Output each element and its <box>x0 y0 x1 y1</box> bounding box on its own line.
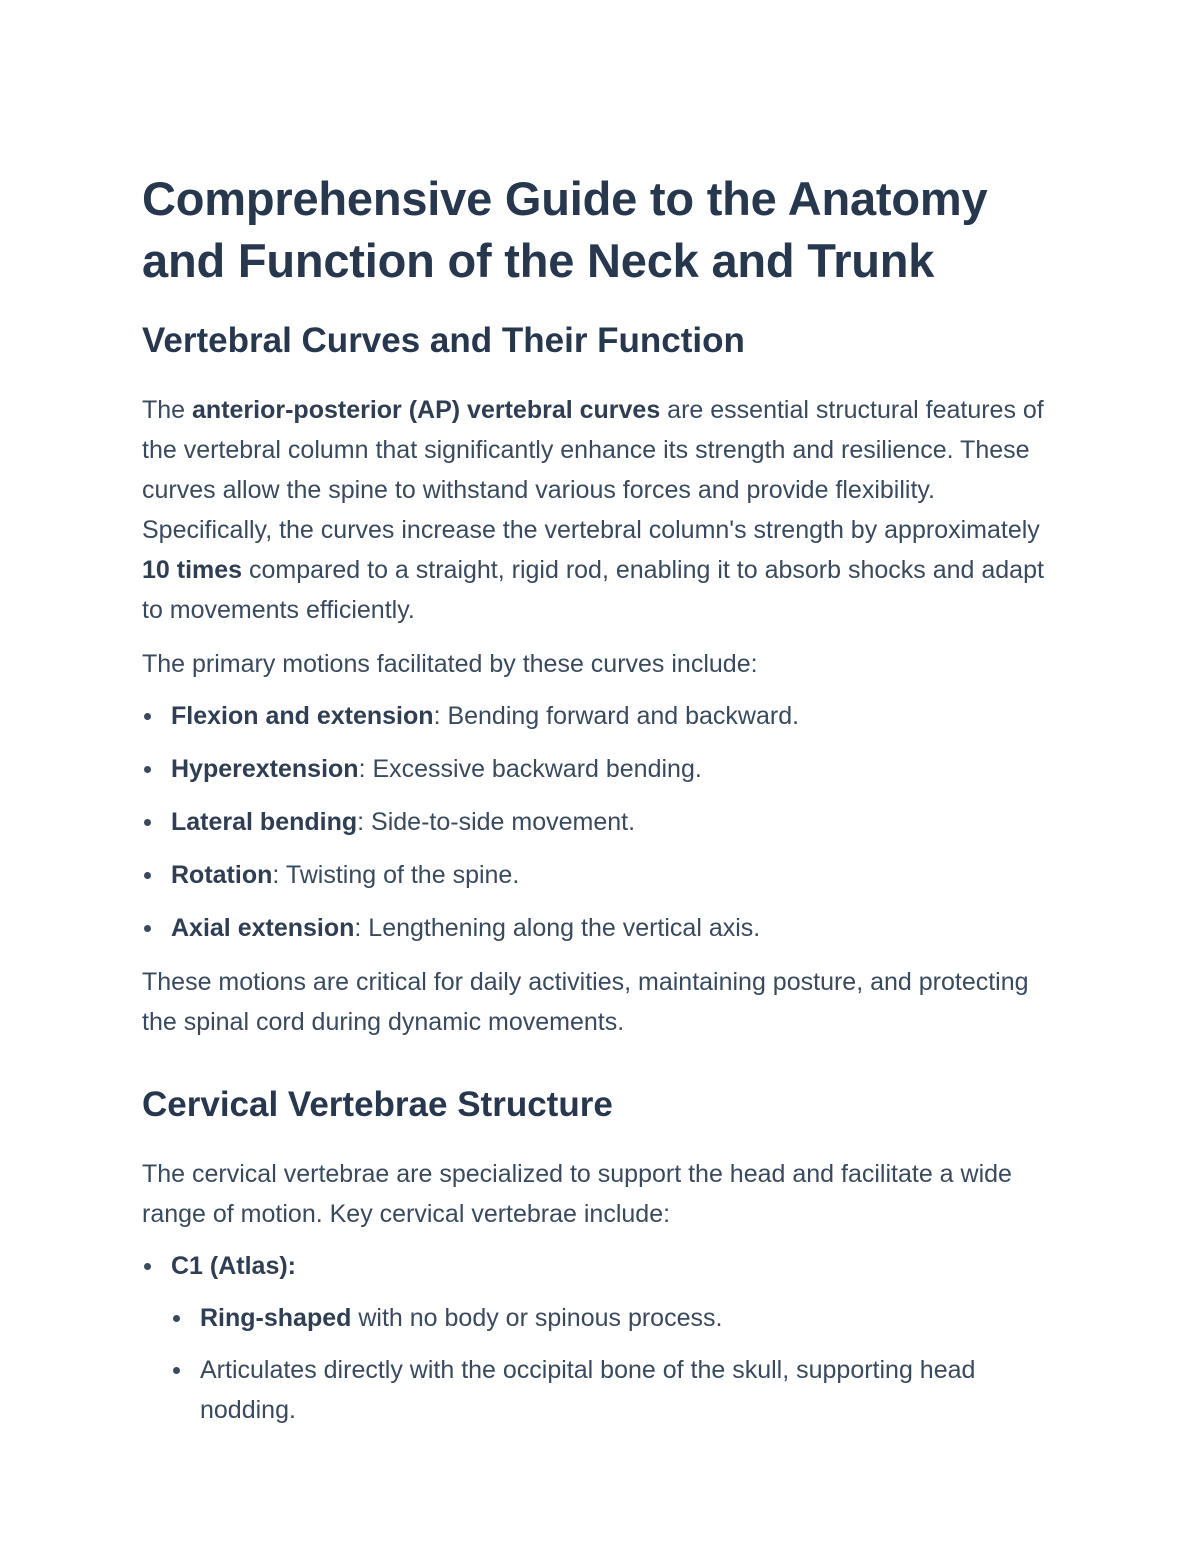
list-item: Articulates directly with the occipital bone of the skull, supporting head nodding. <box>171 1350 1062 1430</box>
vertebral-curves-intro: The anterior-posterior (AP) vertebral curves are essential structural features of the vertebral column that significantly enhance its strength and resilience. These curves allow the spine to withstand various forces and provide flexibility. Specifically, the curves increase the vertebral column's strength by approximately 10 times compared to a straight, rigid rod, enabling it to absorb shocks and adapt to movements efficiently. <box>142 396 1044 624</box>
c1-details-list <box>171 1298 1062 1430</box>
list-item: Flexion and extension: Bending forward and backward. <box>142 696 1062 736</box>
motions-list <box>142 696 1062 948</box>
bullet-icon <box>144 819 151 826</box>
document-page <box>142 168 1062 1430</box>
bullet-icon <box>144 713 151 720</box>
bullet-icon <box>144 766 151 773</box>
list-item-c1: C1 (Atlas): Ring-shaped with no body or spinous process. Articulates directly with the occipital bone of the skull, supporting head nodding. <box>142 1246 1062 1430</box>
vertebrae-list <box>142 1246 1062 1430</box>
motions-closing: These motions are critical for daily activities, maintaining posture, and protecting the spinal cord during dynamic movements. <box>142 968 1029 1036</box>
list-item: Hyperextension: Excessive backward bending. <box>142 749 1062 789</box>
ap-curves-term: anterior-posterior (AP) vertebral curves <box>192 396 661 424</box>
list-item: Rotation: Twisting of the spine. <box>142 855 1062 895</box>
list-item: Axial extension: Lengthening along the vertical axis. <box>142 908 1062 948</box>
list-item: Ring-shaped with no body or spinous process. <box>171 1298 1062 1338</box>
bullet-icon <box>173 1367 180 1374</box>
cervical-intro: The cervical vertebrae are specialized to support the head and facilitate a wide range of motion. Key cervical vertebrae include: <box>142 1160 1012 1228</box>
page-title: Comprehensive Guide to the Anatomy and Function of the Neck and Trunk <box>142 172 988 287</box>
section-heading-vertebral-curves: Vertebral Curves and Their Function <box>142 321 745 360</box>
bullet-icon <box>173 1315 180 1322</box>
motions-lead: The primary motions facilitated by these curves include: <box>142 650 758 678</box>
bullet-icon <box>144 872 151 879</box>
bullet-icon <box>144 1263 151 1270</box>
strength-factor: 10 times <box>142 556 243 584</box>
section-heading-cervical: Cervical Vertebrae Structure <box>142 1085 613 1124</box>
list-item: Lateral bending: Side-to-side movement. <box>142 802 1062 842</box>
bullet-icon <box>144 925 151 932</box>
